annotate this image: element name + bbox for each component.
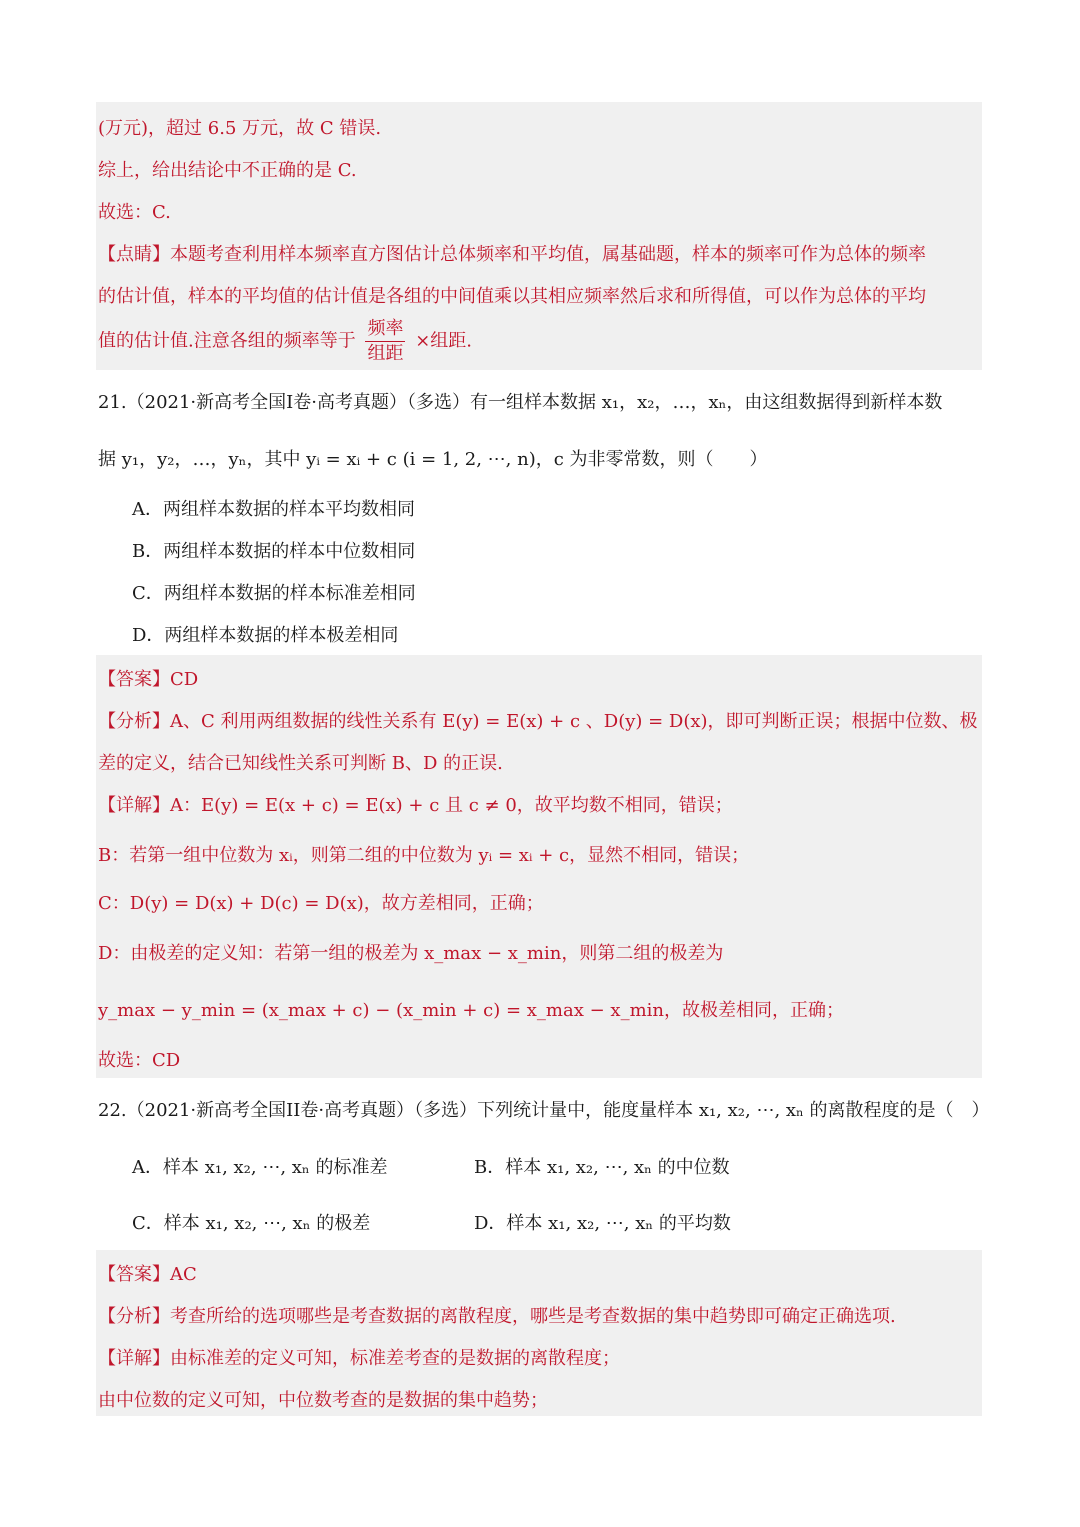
detail-line: 【详解】由标准差的定义可知，标准差考查的是数据的离散程度； [98,1348,620,1369]
comment-text: ×组距. [415,330,473,352]
comment-line: 的估计值，样本的平均值的估计值是各组的中间值乘以其相应频率然后求和所得值，可以作为总体的平均 [98,286,926,307]
solution-box-q22 [96,1250,982,1416]
analysis-line: 【分析】A、C 利用两组数据的线性关系有 E(y) = E(x) + c 、D(y) = D(x)，即可判断正误；根据中位数、极 [98,711,978,732]
detail-line: 由中位数的定义可知，中位数考查的是数据的集中趋势； [98,1390,548,1411]
solution-box-q21 [96,655,982,1078]
detail-line: D：由极差的定义知：若第一组的极差为 x_max − x_min，则第二组的极差为 [98,943,724,964]
answer-choice-line: 故选：C. [98,202,171,223]
answer-choice-line: 故选：CD [98,1050,181,1071]
detail-line: B：若第一组中位数为 xᵢ，则第二组的中位数为 yᵢ = xᵢ + c，显然不相同，错误； [98,845,750,866]
question-21-stem: 21.（2021·新高考全国I卷·高考真题）（多选）有一组样本数据 x₁，x₂，…，xₙ，由这组数据得到新样本数 [98,392,943,413]
analysis-line: 差的定义，结合已知线性关系可判断 B、D 的正误. [98,753,503,774]
comment-line: 【点睛】本题考查利用样本频率直方图估计总体频率和平均值，属基础题，样本的频率可作为总体的频率 [98,244,926,265]
question-22-option-b: B．样本 x₁, x₂, ⋯, xₙ 的中位数 [474,1157,730,1178]
detail-line: C：D(y) = D(x) + D(c) = D(x)，故方差相同，正确； [98,893,544,914]
comment-line-with-fraction [98,318,472,365]
answer-line: 【答案】AC [98,1264,197,1285]
question-21-stem: 据 y₁，y₂，…，yₙ，其中 yᵢ = xᵢ + c (i = 1, 2, ⋯, n)，c 为非零常数，则（ ） [98,449,768,470]
question-21-option-a: A．两组样本数据的样本平均数相同 [132,499,415,520]
solution-line: (万元)，超过 6.5 万元，故 C 错误. [98,118,382,139]
question-21-option-c: C．两组样本数据的样本标准差相同 [132,583,416,604]
answer-line: 【答案】CD [98,669,199,690]
analysis-line: 【分析】考查所给的选项哪些是考查数据的离散程度，哪些是考查数据的集中趋势即可确定正确选项. [98,1306,896,1327]
question-22-option-d: D．样本 x₁, x₂, ⋯, xₙ 的平均数 [474,1213,731,1234]
comment-text: 值的估计值.注意各组的频率等于 [98,330,356,352]
question-21-option-b: B．两组样本数据的样本中位数相同 [132,541,416,562]
question-22-option-c: C．样本 x₁, x₂, ⋯, xₙ 的极差 [132,1213,371,1234]
question-22-option-a: A．样本 x₁, x₂, ⋯, xₙ 的标准差 [132,1157,388,1178]
detail-line: y_max − y_min = (x_max + c) − (x_min + c) = x_max − x_min，故极差相同，正确； [98,1000,844,1021]
fraction-denominator: 组距 [367,343,404,364]
fraction [365,318,405,365]
detail-line: 【详解】A：E(y) = E(x + c) = E(x) + c 且 c ≠ 0，故平均数不相同，错误； [98,795,733,816]
solution-box-q20 [96,102,982,370]
question-22-stem: 22.（2021·新高考全国II卷·高考真题）（多选）下列统计量中，能度量样本 x₁, x₂, ⋯, xₙ 的离散程度的是（ ） [98,1100,990,1121]
fraction-numerator: 频率 [365,318,405,342]
solution-line: 综上，给出结论中不正确的是 C. [98,160,357,181]
question-21-option-d: D．两组样本数据的样本极差相同 [132,625,399,646]
